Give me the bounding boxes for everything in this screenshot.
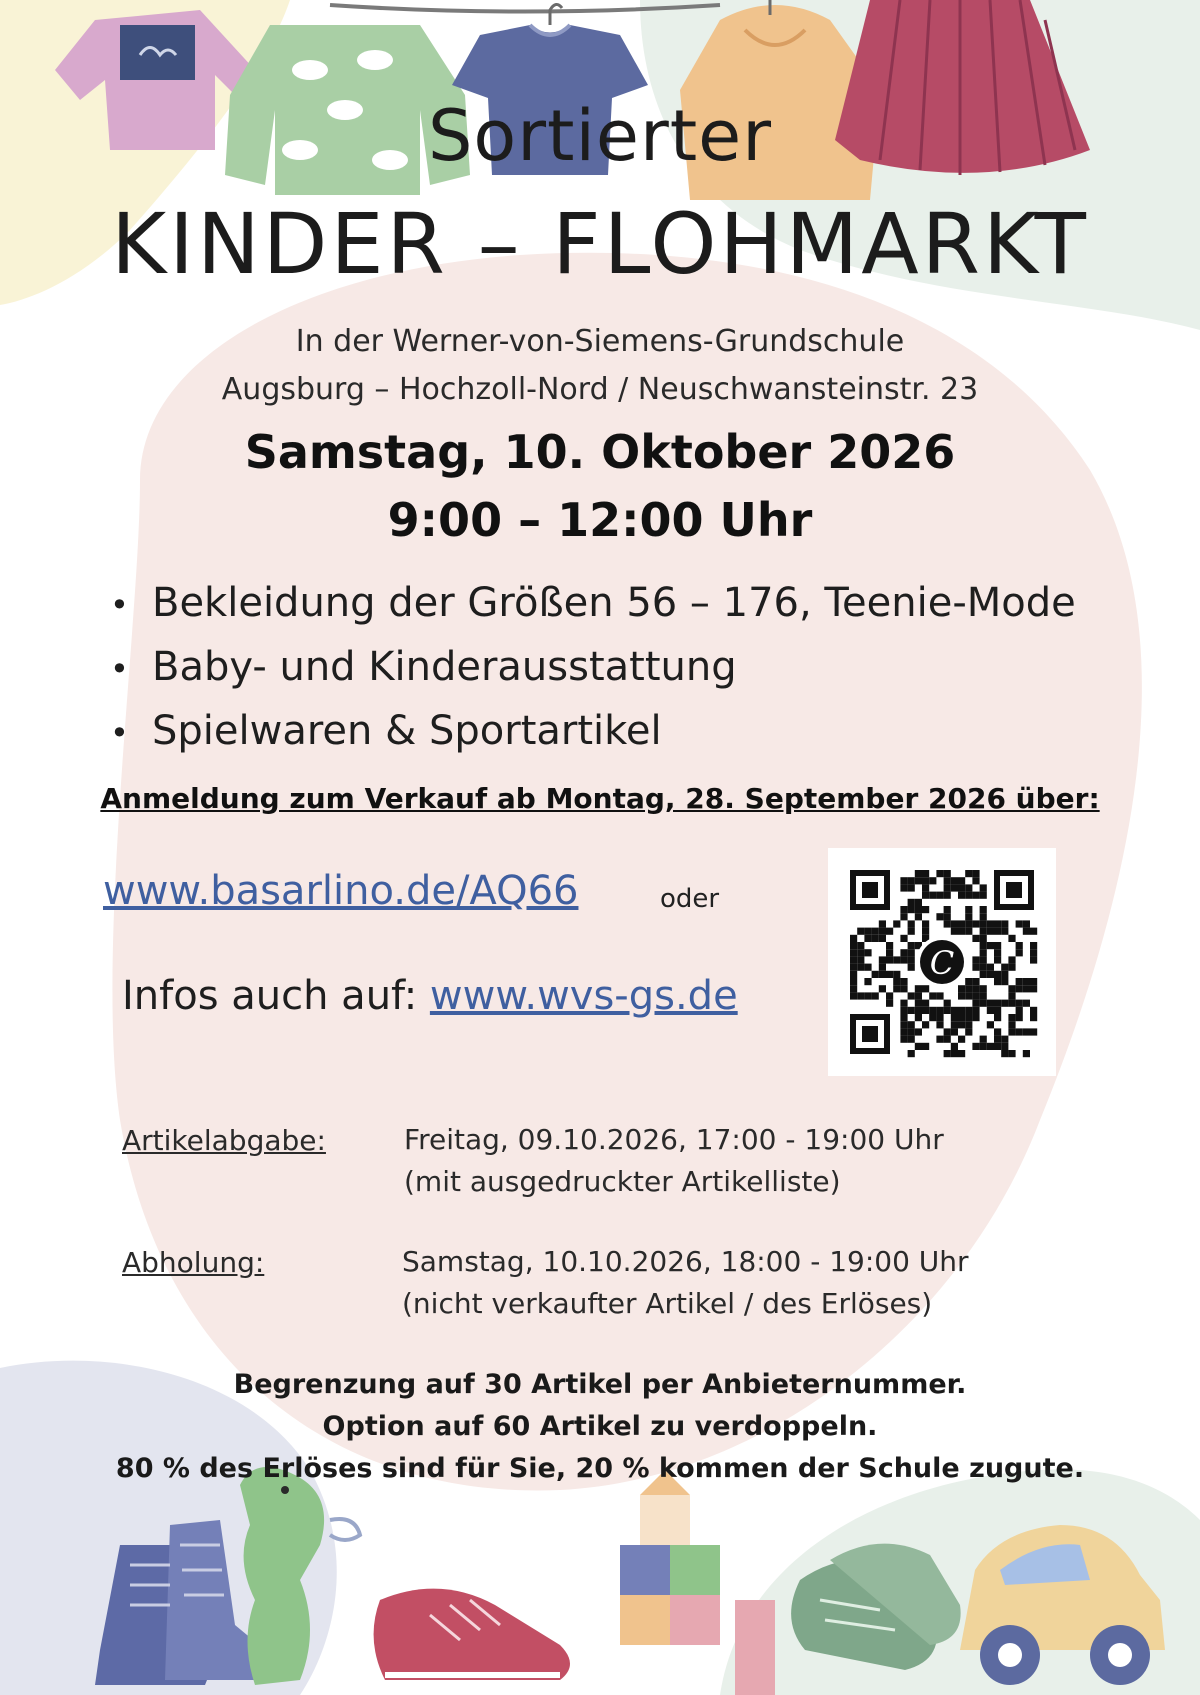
- qr-module: [879, 956, 886, 963]
- qr-module: [886, 1000, 893, 1007]
- qr-module: [980, 971, 987, 978]
- qr-module: [944, 913, 951, 920]
- event-datetime: [0, 418, 1200, 554]
- venue-line-address: Augsburg – Hochzoll-Nord / Neuschwansteinstr. 23: [221, 372, 979, 407]
- qr-module: [929, 1014, 936, 1021]
- qr-module: [900, 913, 907, 920]
- qr-module: [850, 935, 857, 942]
- qr-module: [922, 1021, 929, 1028]
- qr-module: [987, 1021, 994, 1028]
- qr-module: [1008, 935, 1015, 942]
- qr-module: [958, 1050, 965, 1057]
- qr-module: [886, 942, 893, 949]
- qr-module: [972, 877, 979, 884]
- qr-module: [980, 892, 987, 899]
- pickup-time: Samstag, 10.10.2026, 18:00 - 19:00 Uhr: [402, 1245, 969, 1278]
- qr-module: [864, 978, 871, 985]
- qr-module: [972, 1014, 979, 1021]
- dropoff-label: Artikelabgabe:: [122, 1124, 326, 1157]
- qr-module: [864, 964, 871, 971]
- basarlino-link[interactable]: www.basarlino.de/AQ66: [103, 868, 579, 914]
- qr-module: [857, 949, 864, 956]
- qr-module: [1016, 1014, 1023, 1021]
- qr-module: [893, 920, 900, 927]
- qr-module: [994, 920, 1001, 927]
- sneaker-icon: [374, 1589, 570, 1680]
- qr-module: [972, 1000, 979, 1007]
- qr-module: [972, 920, 979, 927]
- qr-module: [850, 971, 857, 978]
- event-date: Samstag, 10. Oktober 2026: [244, 425, 956, 479]
- qr-module: [922, 884, 929, 891]
- qr-module: [900, 877, 907, 884]
- qr-module: [879, 985, 886, 992]
- qr-module: [915, 906, 922, 913]
- qr-module: [951, 1028, 958, 1035]
- qr-module: [958, 1014, 965, 1021]
- qr-module: [900, 978, 907, 985]
- qr-module: [987, 1000, 994, 1007]
- qr-module: [1008, 1028, 1015, 1035]
- qr-module: [958, 1036, 965, 1043]
- blocks-icon: [620, 1470, 775, 1695]
- qr-module: [994, 949, 1001, 956]
- qr-module: [1016, 920, 1023, 927]
- venue-info: [0, 318, 1200, 414]
- qr-module: [1023, 1000, 1030, 1007]
- qr-module: [850, 985, 857, 992]
- qr-module: [951, 920, 958, 927]
- qr-module: [994, 942, 1001, 949]
- qr-module: [922, 985, 929, 992]
- qr-module: [944, 1028, 951, 1035]
- qr-module: [922, 1007, 929, 1014]
- qr-module: [980, 964, 987, 971]
- info-prefix: Infos auch auf:: [122, 973, 430, 1019]
- qr-module: [879, 971, 886, 978]
- qr-module: [915, 1007, 922, 1014]
- qr-module: [1001, 978, 1008, 985]
- qr-module: [987, 920, 994, 927]
- qr-module: [915, 1000, 922, 1007]
- qr-module: [958, 1007, 965, 1014]
- qr-module: [1016, 985, 1023, 992]
- qr-module: [994, 1007, 1001, 1014]
- qr-module: [936, 1007, 943, 1014]
- qr-module: [994, 1000, 1001, 1007]
- qr-module: [850, 978, 857, 985]
- qr-module: [972, 892, 979, 899]
- qr-module: [980, 906, 987, 913]
- qr-module: [944, 1000, 951, 1007]
- pickup-label: Abholung:: [122, 1246, 265, 1279]
- qr-module: [886, 949, 893, 956]
- qr-module: [864, 992, 871, 999]
- qr-module: [886, 928, 893, 935]
- qr-module: [972, 935, 979, 942]
- qr-code-image: [828, 848, 1056, 1076]
- qr-module: [965, 920, 972, 927]
- qr-code[interactable]: [828, 848, 1056, 1076]
- qr-module: [1016, 1000, 1023, 1007]
- qr-module: [958, 877, 965, 884]
- registration-heading: Anmeldung zum Verkauf ab Montag, 28. September 2026 über:: [100, 782, 1100, 815]
- qr-module: [922, 877, 929, 884]
- feature-item: • Baby- und Kinderausstattung: [110, 636, 1076, 700]
- qr-module: [1001, 964, 1008, 971]
- qr-module: [1001, 1050, 1008, 1057]
- qr-module: [972, 1043, 979, 1050]
- qr-module: [1008, 1014, 1015, 1021]
- qr-module: [915, 1043, 922, 1050]
- qr-module: [936, 1014, 943, 1021]
- qr-module: [944, 870, 951, 877]
- qr-module: [886, 956, 893, 963]
- feature-item: • Bekleidung der Größen 56 – 176, Teenie-Mode: [110, 572, 1076, 636]
- qr-module: [872, 935, 879, 942]
- qr-module: [1008, 956, 1015, 963]
- qr-module: [908, 949, 915, 956]
- qr-module: [972, 985, 979, 992]
- qr-module: [893, 971, 900, 978]
- qr-module: [1016, 949, 1023, 956]
- qr-module: [1030, 928, 1037, 935]
- qr-module: [1008, 985, 1015, 992]
- qr-module: [1016, 942, 1023, 949]
- qr-module: [936, 892, 943, 899]
- qr-module: [908, 928, 915, 935]
- qr-module: [1016, 1007, 1023, 1014]
- qr-module: [1008, 1050, 1015, 1057]
- qr-module: [1030, 1014, 1037, 1021]
- feature-list: [110, 572, 1076, 764]
- qr-module: [864, 949, 871, 956]
- qr-module: [908, 899, 915, 906]
- qr-module: [994, 1036, 1001, 1043]
- qr-module: [900, 1036, 907, 1043]
- qr-module: [908, 1036, 915, 1043]
- feature-item: • Spielwaren & Sportartikel: [110, 700, 1076, 764]
- qr-module: [944, 920, 951, 927]
- qr-module: [915, 913, 922, 920]
- qr-module: [980, 985, 987, 992]
- qr-module: [980, 913, 987, 920]
- qr-module: [908, 1028, 915, 1035]
- pickup-details: [402, 1241, 969, 1325]
- qr-module: [987, 971, 994, 978]
- qr-module: [965, 1028, 972, 1035]
- dropoff-details: [404, 1119, 944, 1203]
- qr-module: [908, 942, 915, 949]
- qr-module: [994, 978, 1001, 985]
- qr-module: [980, 942, 987, 949]
- qr-module: [965, 884, 972, 891]
- qr-module: [972, 978, 979, 985]
- qr-module: [965, 906, 972, 913]
- qr-module: [980, 949, 987, 956]
- qr-module: [965, 870, 972, 877]
- qr-module: [1030, 1007, 1037, 1014]
- qr-module: [951, 928, 958, 935]
- qr-module: [987, 942, 994, 949]
- qr-module: [929, 892, 936, 899]
- dinosaur-icon: [240, 1467, 360, 1685]
- qr-module: [944, 1050, 951, 1057]
- qr-module: [864, 928, 871, 935]
- qr-module: [1023, 985, 1030, 992]
- qr-module: [936, 1036, 943, 1043]
- qr-module: [936, 913, 943, 920]
- qr-module: [951, 1014, 958, 1021]
- qr-module: [872, 971, 879, 978]
- qr-module: [908, 1021, 915, 1028]
- qr-module: [893, 956, 900, 963]
- qr-module: [1023, 1028, 1030, 1035]
- qr-module: [972, 956, 979, 963]
- qr-module: [958, 992, 965, 999]
- qr-module: [886, 971, 893, 978]
- qr-module: [908, 1050, 915, 1057]
- qr-module: [908, 964, 915, 971]
- qr-module: [915, 985, 922, 992]
- qr-module: [1030, 942, 1037, 949]
- qr-module: [994, 928, 1001, 935]
- qr-module: [958, 928, 965, 935]
- qr-module: [958, 920, 965, 927]
- qr-module: [900, 985, 907, 992]
- qr-module: [886, 992, 893, 999]
- qr-module: [1001, 920, 1008, 927]
- qr-module: [893, 978, 900, 985]
- qr-module: [951, 877, 958, 884]
- qr-module: [994, 971, 1001, 978]
- qr-module: [900, 884, 907, 891]
- qr-module: [900, 1028, 907, 1035]
- qr-module: [980, 1036, 987, 1043]
- qr-module: [1001, 1036, 1008, 1043]
- qr-finder-bottom-left: [850, 1014, 890, 1054]
- qr-module: [900, 956, 907, 963]
- qr-module: [936, 992, 943, 999]
- note-limit: Begrenzung auf 30 Artikel per Anbieternummer.: [233, 1369, 967, 1400]
- qr-module: [1008, 964, 1015, 971]
- qr-module: [908, 906, 915, 913]
- qr-module: [994, 956, 1001, 963]
- qr-module: [994, 1028, 1001, 1035]
- qr-module: [965, 1021, 972, 1028]
- qr-module: [965, 928, 972, 935]
- qr-module: [1008, 1021, 1015, 1028]
- qr-module: [1008, 992, 1015, 999]
- qr-module: [922, 906, 929, 913]
- qr-module: [1016, 978, 1023, 985]
- qr-module: [872, 928, 879, 935]
- qr-module: [872, 992, 879, 999]
- qr-module: [1016, 1028, 1023, 1035]
- qr-module: [944, 877, 951, 884]
- info-line: [122, 973, 738, 1019]
- qr-module: [1030, 978, 1037, 985]
- qr-module: [915, 1028, 922, 1035]
- qr-module: [980, 992, 987, 999]
- qr-module: [900, 949, 907, 956]
- qr-module: [893, 985, 900, 992]
- qr-module: [915, 899, 922, 906]
- pickup-note: (nicht verkaufter Artikel / des Erlöses): [402, 1287, 933, 1320]
- qr-module: [980, 1043, 987, 1050]
- school-website-link[interactable]: www.wvs-gs.de: [429, 973, 738, 1019]
- qr-module: [965, 992, 972, 999]
- qr-module: [850, 942, 857, 949]
- qr-module: [958, 892, 965, 899]
- qr-module: [980, 884, 987, 891]
- qr-module: [980, 920, 987, 927]
- note-option: Option auf 60 Artikel zu verdoppeln.: [322, 1411, 878, 1442]
- qr-module: [1001, 1043, 1008, 1050]
- qr-module: [908, 992, 915, 999]
- qr-module: [922, 870, 929, 877]
- qr-module: [922, 892, 929, 899]
- qr-module: [972, 870, 979, 877]
- qr-module: [915, 870, 922, 877]
- qr-module: [850, 956, 857, 963]
- qr-module: [850, 992, 857, 999]
- qr-module: [915, 992, 922, 999]
- qr-module: [922, 1043, 929, 1050]
- qr-module: [922, 1000, 929, 1007]
- qr-module: [915, 877, 922, 884]
- qr-module: [857, 992, 864, 999]
- qr-module: [922, 920, 929, 927]
- qr-module: [1008, 1000, 1015, 1007]
- qr-module: [879, 964, 886, 971]
- qr-module: [908, 884, 915, 891]
- qr-module: [1030, 1028, 1037, 1035]
- qr-module: [908, 920, 915, 927]
- qr-module: [857, 942, 864, 949]
- qr-module: [965, 985, 972, 992]
- or-label: oder: [660, 884, 720, 914]
- qr-module: [864, 935, 871, 942]
- qr-module: [972, 964, 979, 971]
- qr-module: [857, 928, 864, 935]
- dropoff-note: (mit ausgedruckter Artikelliste): [404, 1165, 841, 1198]
- qr-module: [900, 1021, 907, 1028]
- qr-module: [1023, 1050, 1030, 1057]
- qr-module: [900, 1000, 907, 1007]
- venue-line-school: In der Werner-von-Siemens-Grundschule: [295, 324, 905, 359]
- qr-module: [951, 1043, 958, 1050]
- qr-finder-top-right: [994, 870, 1034, 910]
- qr-module: [965, 892, 972, 899]
- qr-module: [944, 892, 951, 899]
- qr-module: [850, 949, 857, 956]
- qr-module: [1023, 928, 1030, 935]
- qr-module: [994, 1014, 1001, 1021]
- qr-module: [908, 877, 915, 884]
- event-time: 9:00 – 12:00 Uhr: [387, 493, 813, 547]
- note-revenue-split: 80 % des Erlöses sind für Sie, 20 % kommen der Schule zugute.: [115, 1453, 1085, 1484]
- qr-module: [951, 1021, 958, 1028]
- qr-module: [1030, 956, 1037, 963]
- qr-module: [857, 964, 864, 971]
- qr-module: [850, 964, 857, 971]
- qr-module: [944, 1007, 951, 1014]
- qr-module: [929, 877, 936, 884]
- qr-module: [951, 1007, 958, 1014]
- qr-module: [1023, 920, 1030, 927]
- qr-module: [994, 1043, 1001, 1050]
- qr-module: [972, 992, 979, 999]
- qr-module: [1001, 971, 1008, 978]
- qr-module: [987, 1007, 994, 1014]
- qr-module: [1030, 985, 1037, 992]
- qr-module: [922, 928, 929, 935]
- qr-finder-top-left: [850, 870, 890, 910]
- qr-module: [980, 928, 987, 935]
- qr-module: [958, 1021, 965, 1028]
- qr-module: [980, 956, 987, 963]
- qr-module: [900, 1014, 907, 1021]
- qr-module: [857, 956, 864, 963]
- qr-module: [980, 935, 987, 942]
- qr-module: [936, 1021, 943, 1028]
- qr-module: [944, 1036, 951, 1043]
- qr-module: [1001, 1000, 1008, 1007]
- qr-module: [965, 913, 972, 920]
- qr-module: [965, 1014, 972, 1021]
- qr-module: [915, 1014, 922, 1021]
- poster-subtitle: Sortierter: [427, 95, 773, 177]
- qr-module: [908, 956, 915, 963]
- qr-module: [879, 928, 886, 935]
- qr-module: [987, 964, 994, 971]
- qr-module: [965, 978, 972, 985]
- qr-logo-letter: C: [929, 944, 955, 982]
- qr-module: [980, 1000, 987, 1007]
- qr-module: [879, 920, 886, 927]
- qr-module: [958, 884, 965, 891]
- qr-module: [879, 935, 886, 942]
- qr-module: [1030, 949, 1037, 956]
- qr-module: [951, 884, 958, 891]
- seller-notes: [0, 1364, 1200, 1490]
- qr-module: [965, 1007, 972, 1014]
- qr-module: [987, 928, 994, 935]
- qr-module: [944, 884, 951, 891]
- qr-module: [1001, 928, 1008, 935]
- qr-module: [944, 906, 951, 913]
- qr-module: [987, 1043, 994, 1050]
- qr-module: [1023, 978, 1030, 985]
- qr-module: [958, 985, 965, 992]
- qr-module: [908, 1007, 915, 1014]
- qr-module: [900, 906, 907, 913]
- dropoff-time: Freitag, 09.10.2026, 17:00 - 19:00 Uhr: [404, 1123, 944, 1156]
- qr-module: [972, 1007, 979, 1014]
- poster-title: KINDER – FLOHMARKT: [111, 195, 1089, 293]
- qr-module: [929, 1007, 936, 1014]
- qr-module: [936, 870, 943, 877]
- qr-module: [900, 1007, 907, 1014]
- qr-module: [900, 935, 907, 942]
- qr-module: [951, 1050, 958, 1057]
- qr-module: [929, 992, 936, 999]
